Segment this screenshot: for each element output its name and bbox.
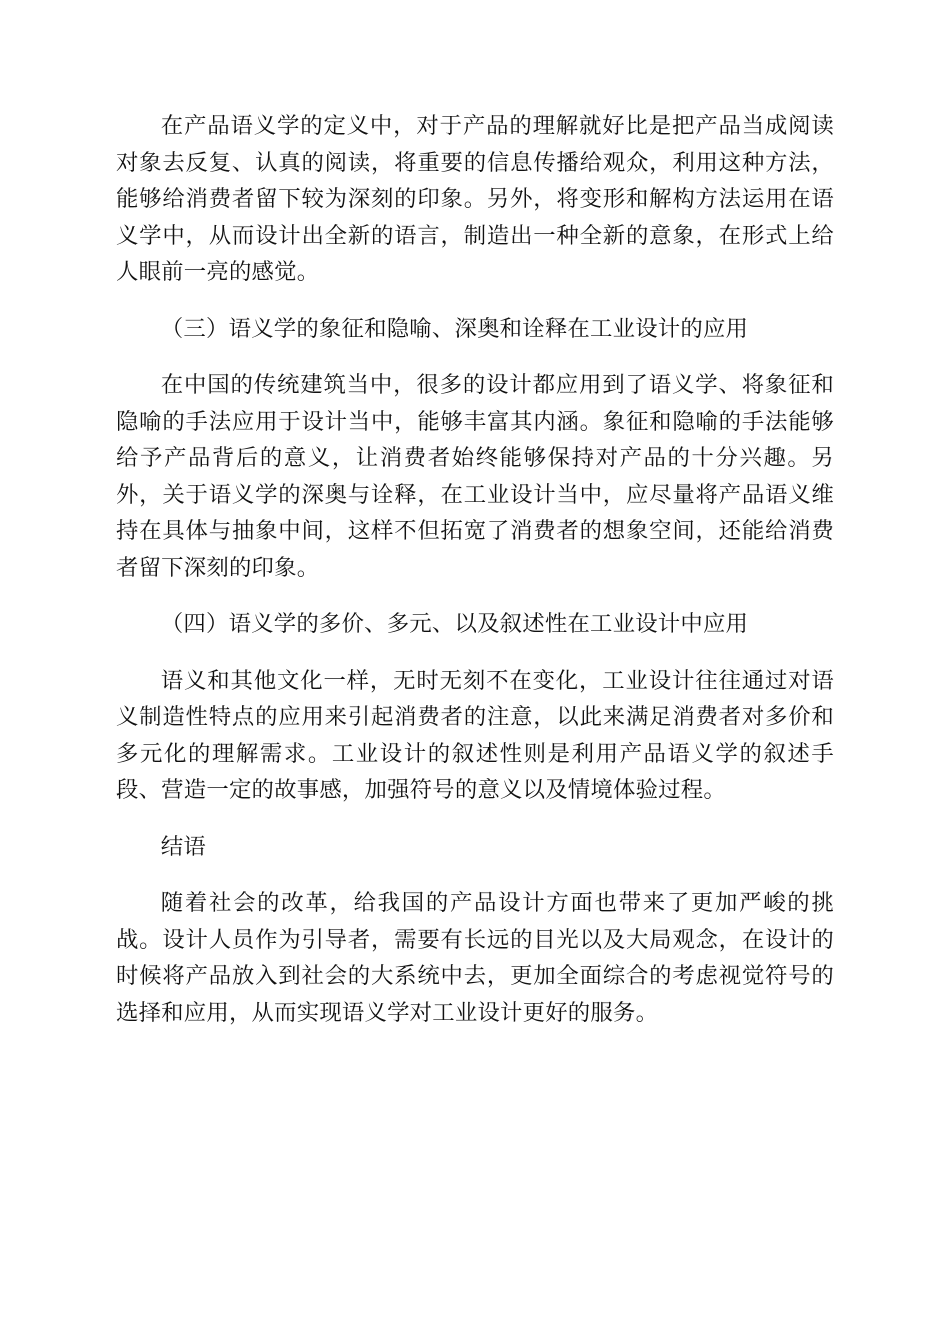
- document-body: [116, 108, 834, 1031]
- section-heading-symbol-metaphor: （三）语义学的象征和隐喻、深奥和诠释在工业设计的应用: [160, 315, 749, 342]
- section-heading-conclusion: 结语: [160, 833, 206, 860]
- section-heading-multivalence-narrative: （四）语义学的多价、多元、以及叙述性在工业设计中应用: [160, 611, 749, 637]
- paragraph-traditional-architecture: 在中国的传统建筑当中，很多的设计都应用到了语义学、将象征和隐喻的手法应用于设计当中，能够丰富其内涵。象征和隐喻的手法能够给予产品背后的意义，让消费者始终能够保持对产品的十分兴趣。另外，关于语义学的深奥与诠释，在工业设计当中，应尽量将产品语义维持在具体与抽象中间，这样不但拓宽了消费者的想象空间，还能给消费者留下深刻的印象。: [116, 372, 834, 581]
- paragraph-product-semantics-definition: 在产品语义学的定义中，对于产品的理解就好比是把产品当成阅读对象去反复、认真的阅读，将重要的信息传播给观众，利用这种方法，能够给消费者留下较为深刻的印象。另外，将变形和解构方法运用在语义学中，从而设计出全新的语言，制造出一种全新的意象，在形式上给人眼前一亮的感觉。: [116, 113, 834, 285]
- paragraph-conclusion: 随着社会的改革，给我国的产品设计方面也带来了更加严峻的挑战。设计人员作为引导者，需要有长远的目光以及大局观念，在设计的时候将产品放入到社会的大系统中去，更加全面综合的考虑视觉符号的选择和应用，从而实现语义学对工业设计更好的服务。: [116, 890, 834, 1026]
- paragraph-semantics-culture-change: 语义和其他文化一样，无时无刻不在变化，工业设计往往通过对语义制造性特点的应用来引起消费者的注意，以此来满足消费者对多价和多元化的理解需求。工业设计的叙述性则是利用产品语义学的叙述手段、营造一定的故事感，加强符号的意义以及情境体验过程。: [116, 667, 834, 803]
